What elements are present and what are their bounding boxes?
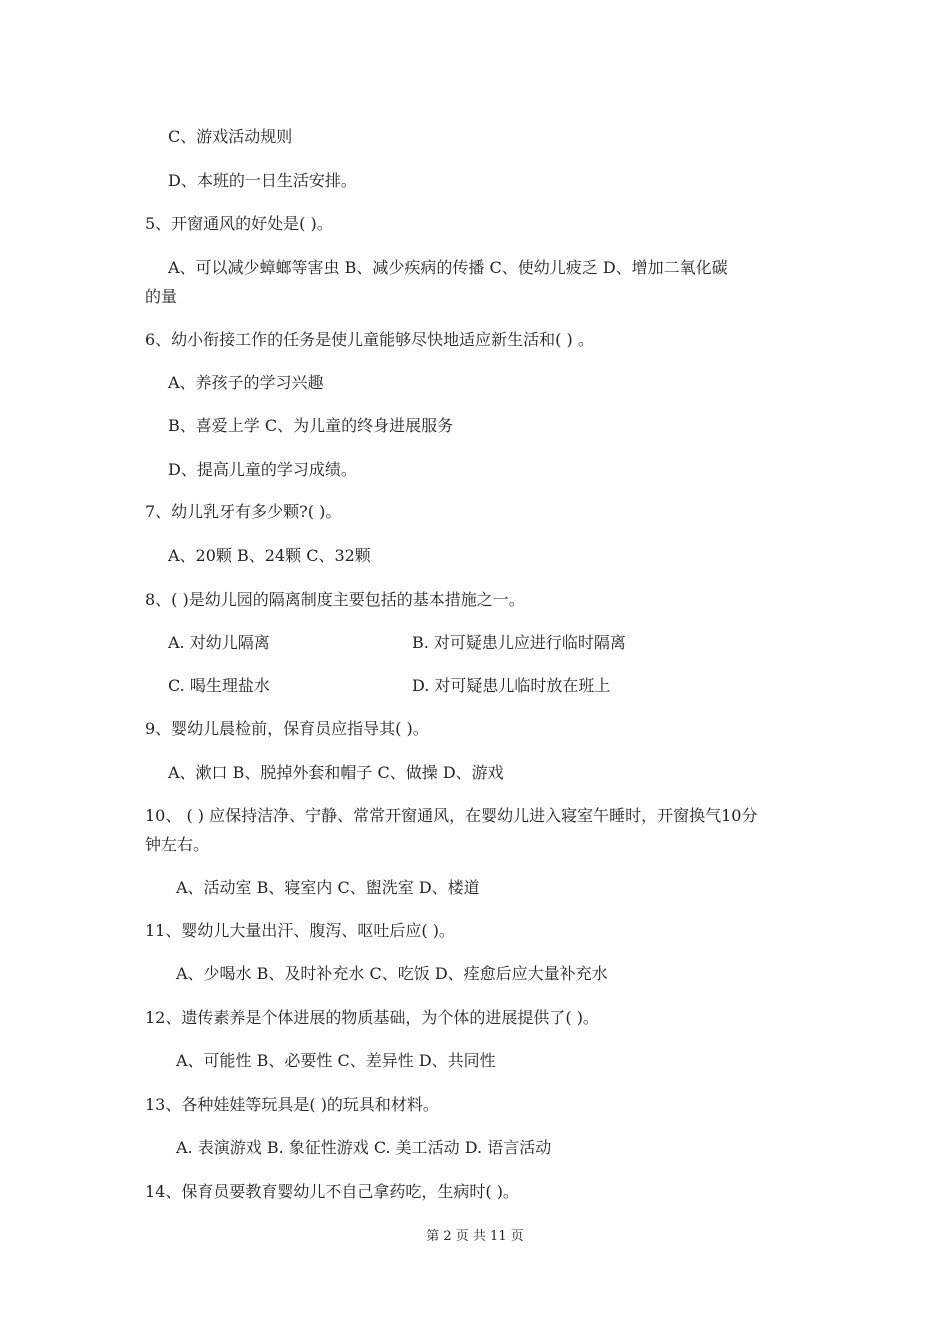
question-6-option-bc: B、喜爱上学 C、为儿童的终身进展服务 [168, 416, 454, 435]
question-9: 9、婴幼儿晨检前，保育员应指导其( )。 [145, 719, 429, 738]
question-6-option-a: A、养孩子的学习兴趣 [168, 373, 324, 392]
question-9-options: A、漱口 B、脱掉外套和帽子 C、做操 D、游戏 [168, 763, 504, 782]
question-6: 6、幼小衔接工作的任务是使儿童能够尽快地适应新生活和( ) 。 [145, 330, 594, 349]
page-footer: 第 2 页 共 11 页 [426, 1229, 524, 1244]
question-8-option-d: D. 对可疑患儿临时放在班上 [412, 676, 611, 695]
question-6-option-d: D、提高儿童的学习成绩。 [168, 460, 357, 479]
question-12-options: A、可能性 B、必要性 C、差异性 D、共同性 [176, 1051, 496, 1070]
question-7: 7、幼儿乳牙有多少颗?( )。 [145, 502, 342, 521]
question-5-options-cont: 的量 [145, 287, 178, 306]
question-8-option-c: C. 喝生理盐水 [168, 676, 270, 695]
question-14: 14、保育员要教育婴幼儿不自己拿药吃，生病时( )。 [145, 1182, 519, 1201]
question-10-options: A、活动室 B、寝室内 C、盥洗室 D、楼道 [176, 878, 480, 897]
option-line: C、游戏活动规则 [168, 127, 293, 146]
question-13: 13、各种娃娃等玩具是( )的玩具和材料。 [145, 1095, 439, 1114]
question-11-options: A、少喝水 B、及时补充水 C、吃饭 D、痊愈后应大量补充水 [176, 964, 608, 983]
question-8-option-a: A. 对幼儿隔离 [168, 633, 270, 652]
question-7-options: A、20颗 B、24颗 C、32颗 [168, 546, 371, 565]
question-12: 12、遗传素养是个体进展的物质基础，为个体的进展提供了( )。 [145, 1008, 599, 1027]
question-10: 10、 ( ) 应保持洁净、宁静、常常开窗通风，在婴幼儿进入寝室午睡时，开窗换气10分 [145, 806, 758, 825]
question-8-option-b: B. 对可疑患儿应进行临时隔离 [412, 633, 626, 652]
option-line: D、本班的一日生活安排。 [168, 171, 357, 190]
question-5-options: A、可以减少蟑螂等害虫 B、减少疾病的传播 C、使幼儿疲乏 D、增加二氧化碳 [168, 258, 728, 277]
question-5: 5、开窗通风的好处是( )。 [145, 214, 333, 233]
question-13-options: A. 表演游戏 B. 象征性游戏 C. 美工活动 D. 语言活动 [176, 1138, 552, 1157]
question-10-cont: 钟左右。 [145, 835, 210, 854]
question-8: 8、( )是幼儿园的隔离制度主要包括的基本措施之一。 [145, 590, 525, 609]
question-11: 11、婴幼儿大量出汗、腹泻、呕吐后应( )。 [145, 921, 455, 940]
